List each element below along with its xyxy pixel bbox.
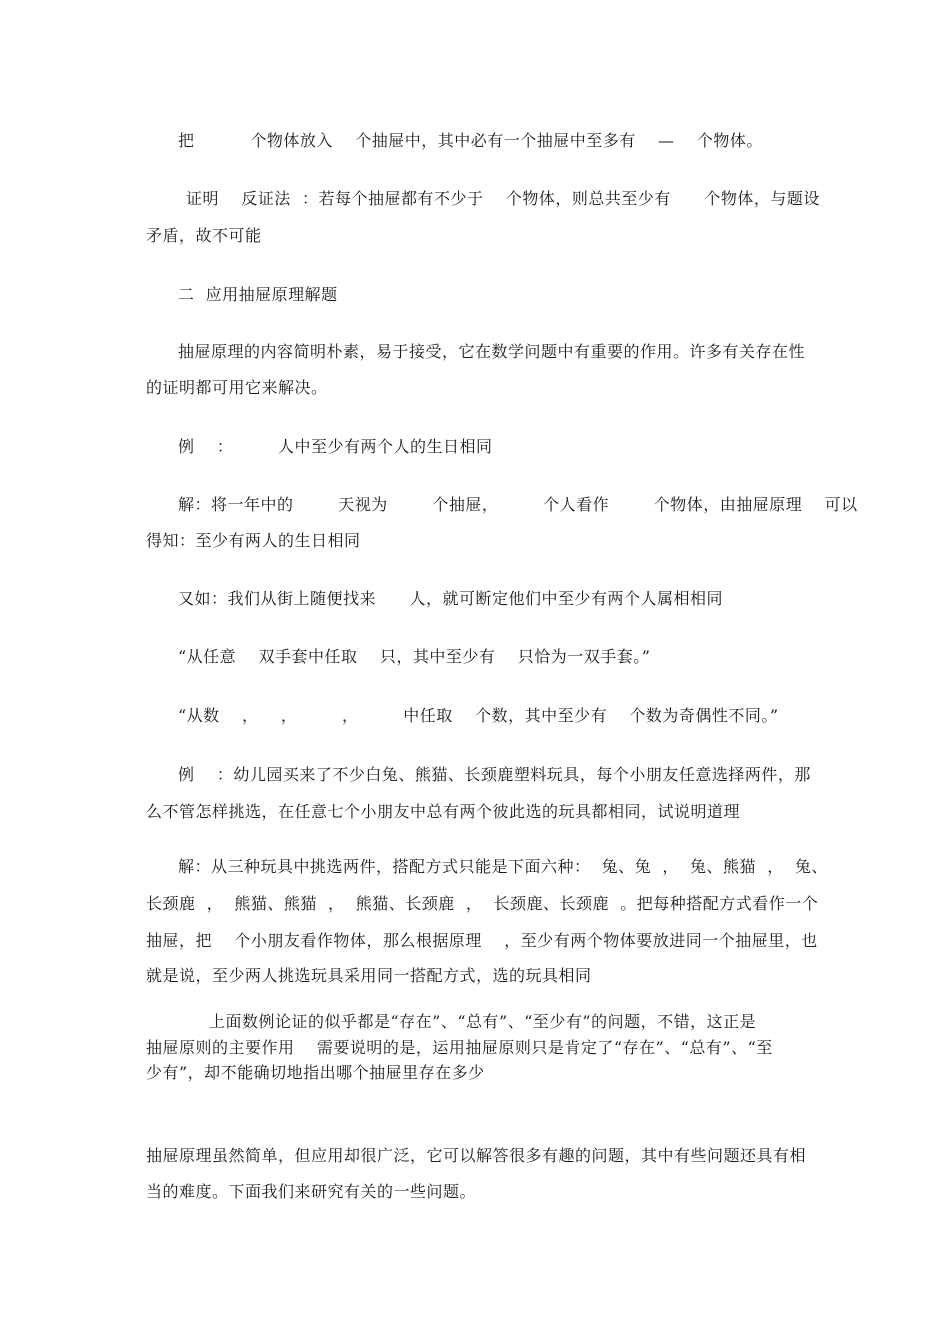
text-line-18: 就是说，至少两人挑选玩具采用同一搭配方式，选的玩具相同	[146, 966, 592, 985]
section-heading: 二 应用抽屉原理解题	[178, 285, 338, 304]
quote-line-2: “从数 ， ， ， 中任取 个数，其中至少有 个数为奇偶性不同。”	[178, 706, 779, 725]
text-line-15: 解：从三种玩具中挑选两件，搭配方式只能是下面六种： 兔、兔 ， 兔、熊猫 ， 兔、	[178, 857, 828, 876]
quote-line-1: “从任意 双手套中任取 只，其中至少有 只恰为一双手套。”	[178, 647, 651, 666]
text-line-20: 抽屉原则的主要作用 需要说明的是，运用抽屉原则只是肯定了“存在”、“总有”、“至	[146, 1038, 773, 1057]
text-line-3: 矛盾，故不可能	[146, 226, 262, 245]
text-line-16: 长颈鹿 ， 熊猫、熊猫 ， 熊猫、长颈鹿 ， 长颈鹿、长颈鹿 。把每种搭配方式看作一个	[146, 894, 819, 913]
example-1-title: 例 ： 人中至少有两个人的生日相同	[178, 437, 493, 456]
text-line-1: 把 个物体放入 个抽屉中，其中必有一个抽屉中至多有 — 个物体。	[178, 131, 763, 150]
text-line-17: 抽屉，把 个小朋友看作物体，那么根据原理 ，至少有两个物体要放进同一个抽屉里，也	[146, 931, 818, 950]
text-line-5: 抽屉原理的内容简明朴素，易于接受，它在数学问题中有重要的作用。许多有关存在性	[178, 342, 806, 361]
text-line-9: 得知：至少有两人的生日相同	[146, 531, 361, 550]
text-line-6: 的证明都可用它来解决。	[146, 378, 328, 397]
text-line-2: 证明 反证法 ：若每个抽屉都有不少于 个物体，则总共至少有 个物体，与题设	[186, 189, 820, 208]
text-line-10: 又如：我们从街上随便找来 人，就可断定他们中至少有两个人属相相同	[178, 589, 724, 608]
text-line-23: 当的难度。下面我们来研究有关的一些问题。	[146, 1182, 477, 1201]
example-2-title: 例 ：幼儿园买来了不少白兔、熊猫、长颈鹿塑料玩具，每个小朋友任意选择两件，那	[178, 765, 811, 784]
text-line-22: 抽屉原理虽然简单，但应用却很广泛，它可以解答很多有趣的问题，其中有些问题还具有相	[146, 1146, 807, 1165]
text-line-8: 解：将一年中的 天视为 个抽屉， 个人看作 个物体，由抽屉原理 可以	[178, 495, 858, 514]
text-line-19: 上面数例论证的似乎都是“存在”、“总有”、“至少有”的问题，不错，这正是	[209, 1012, 757, 1031]
text-line-14: 么不管怎样挑选，在任意七个小朋友中总有两个彼此选的玩具都相同，试说明道理	[146, 802, 741, 821]
text-line-21: 少有”，却不能确切地指出哪个抽屉里存在多少	[146, 1063, 485, 1082]
